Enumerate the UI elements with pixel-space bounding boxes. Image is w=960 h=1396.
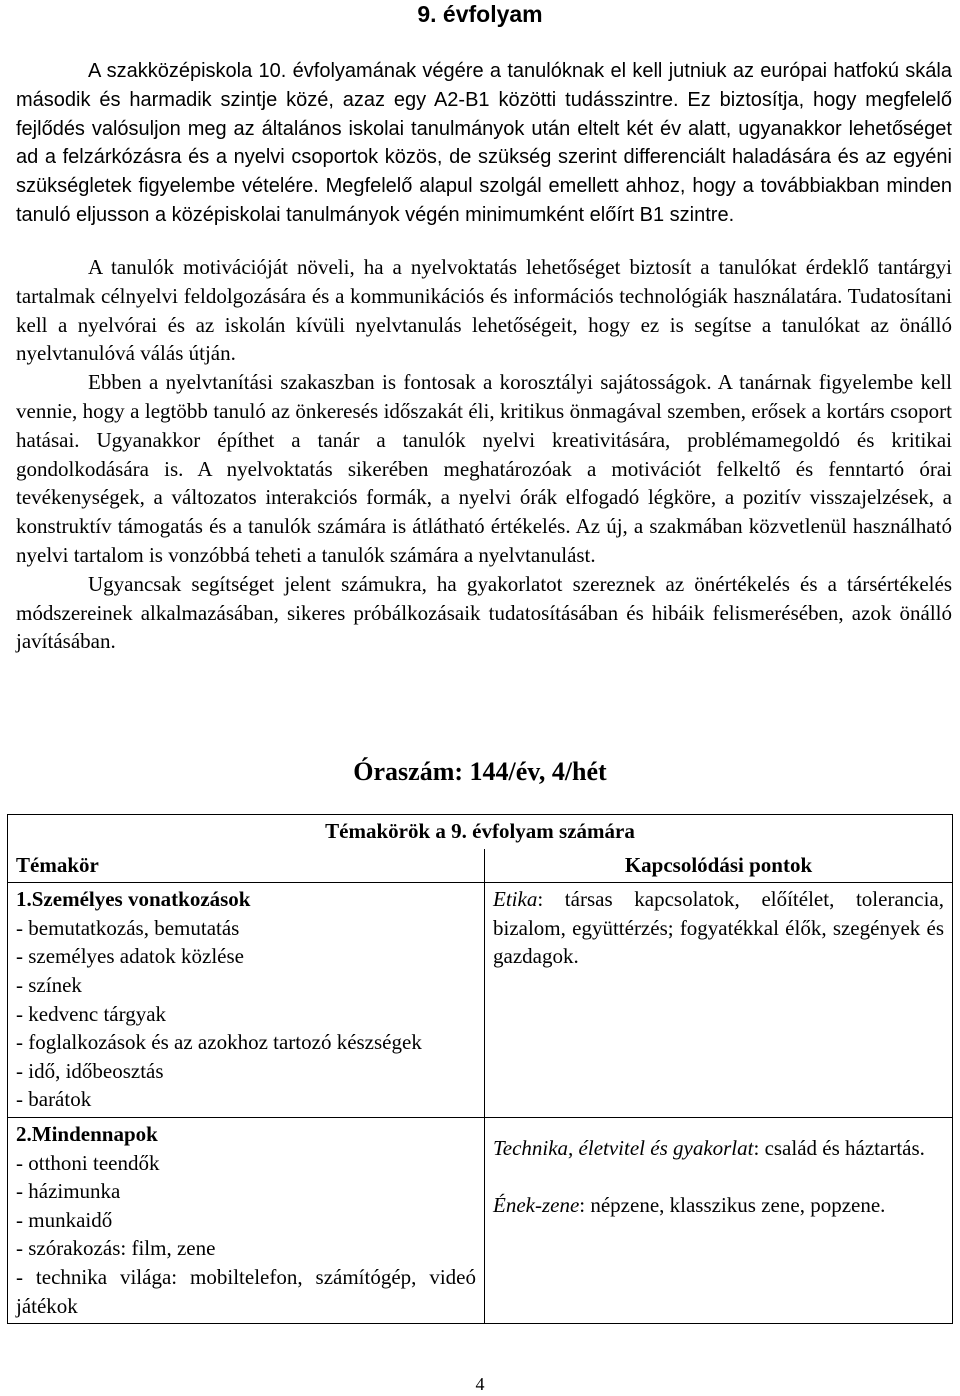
paragraph-age-characteristics: Ebben a nyelvtanítási szakaszban is fontosak a korosztályi sajátosságok. A tanárnak figyelembe kell vennie, hogy a legtöbb tanuló az önkeresés időszakát éli, kritikus önmagával szemben, erősek a kortárs csoport hatásai. Ugyanakkor építhet a tanár a tanulók nyelvi kreativitására, problémamegoldó és kritikai gondolkodására is. A nyelvoktatás sikerében meghatározóak a motivációt felkeltő és fenntartó órai tevékenységek, a változatos interakciós formák, a nyelvi órák elfogadó légköre, a pozitív visszajelzések, a konstruktív támogatás és a tanulók számára is átlátható értékelés. Az új, a szakmában közvetlenül használható nyelvi tartalom is vonzóbbá teheti a tanulók számára a nyelvtanulást.	[16, 370, 952, 567]
link-text: : család és háztartás.	[753, 1135, 925, 1160]
page-number: 4	[475, 1374, 485, 1394]
page-heading: 9. évfolyam	[417, 1, 543, 27]
list-item: - technika világa: mobiltelefon, számítógép, videó játékok	[16, 1264, 476, 1318]
links-cell	[485, 1117, 953, 1323]
body-paragraphs	[16, 253, 952, 656]
column-header-links: Kapcsolódási pontok	[485, 849, 953, 883]
list-item: - munkaidő	[16, 1207, 113, 1232]
list-item: - szórakozás: film, zene	[16, 1236, 216, 1261]
link-entry	[493, 1134, 944, 1163]
topic-cell	[8, 883, 485, 1118]
link-entry	[493, 1191, 944, 1220]
intro-paragraph	[16, 57, 952, 230]
list-item: - otthoni teendők	[16, 1150, 160, 1175]
link-text: : társas kapcsolatok, előítélet, tolerancia, bizalom, együttérzés; fogyatékkal élők, szegények és gazdagok.	[493, 887, 944, 969]
table-row	[8, 1117, 953, 1323]
link-entry	[493, 885, 944, 971]
list-item: - személyes adatok közlése	[16, 944, 244, 969]
link-subject: Ének-zene	[493, 1192, 580, 1217]
paragraph-self-assessment: Ugyancsak segítséget jelent számukra, ha gyakorlatot szereznek az önértékelés és a társértékelés módszereinek alkalmazásában, sikeres próbálkozásaik tudatosításában és hibáik felismerésében, azok önálló javításában.	[16, 571, 952, 654]
link-text: : népzene, klasszikus zene, popzene.	[579, 1192, 886, 1217]
table-title: Témakörök a 9. évfolyam számára	[8, 815, 953, 849]
list-item: - foglalkozások és az azokhoz tartozó készségek	[16, 1030, 422, 1055]
list-item: - barátok	[16, 1087, 92, 1112]
list-item: - kedvenc tárgyak	[16, 1001, 167, 1026]
links-cell	[485, 883, 953, 1118]
intro-paragraph-text: A szakközépiskola 10. évfolyamának végére a tanulóknak el kell jutniuk az európai hatfokú skála második és harmadik szintje közé, azaz egy A2-B1 közötti tudásszintre. Ez biztosítja, hogy megfelelő fejlődés valósuljon meg az általános iskolai tanulmányok után eltelt két év alatt, ugyanakkor lehetőséget ad a felzárkózásra és a nyelvi csoportok közös, de szükség szerint differenciált haladására és az egyéni szükségletek figyelembe vételére. Megfelelő alapul szolgál emellett ahhoz, hogy a továbbiakban minden tanuló eljusson a középiskolai tanulmányok végén minimumként előírt B1 szintre.	[16, 60, 952, 226]
table-row	[8, 883, 953, 1118]
list-item: - idő, időbeosztás	[16, 1058, 164, 1083]
link-subject: Technika, életvitel és gyakorlat	[493, 1135, 754, 1160]
list-item: - színek	[16, 972, 82, 997]
topics-table	[7, 814, 953, 1324]
list-item: - bemutatkozás, bemutatás	[16, 915, 240, 940]
topic-title: 1.Személyes vonatkozások	[16, 887, 251, 912]
list-item: - házimunka	[16, 1179, 121, 1204]
column-header-topic: Témakör	[8, 849, 485, 883]
paragraph-motivation: A tanulók motivációját növeli, ha a nyelvoktatás lehetőséget biztosít a tanulókat érdeklő tantárgyi tartalmak célnyelvi feldolgozására és a kommunikációs és információs technológiák használatára. Tudatosítani kell a nyelvórai és az iskolán kívüli nyelvtanulás lehetőségeit, hogy ez is segítse a tanulókat az önálló nyelvtanulóvá válás útján.	[16, 255, 952, 366]
hours-title: Óraszám: 144/év, 4/hét	[353, 757, 607, 786]
topic-title: 2.Mindennapok	[16, 1121, 158, 1146]
topic-cell	[8, 1117, 485, 1323]
link-subject: Etika	[493, 887, 538, 912]
